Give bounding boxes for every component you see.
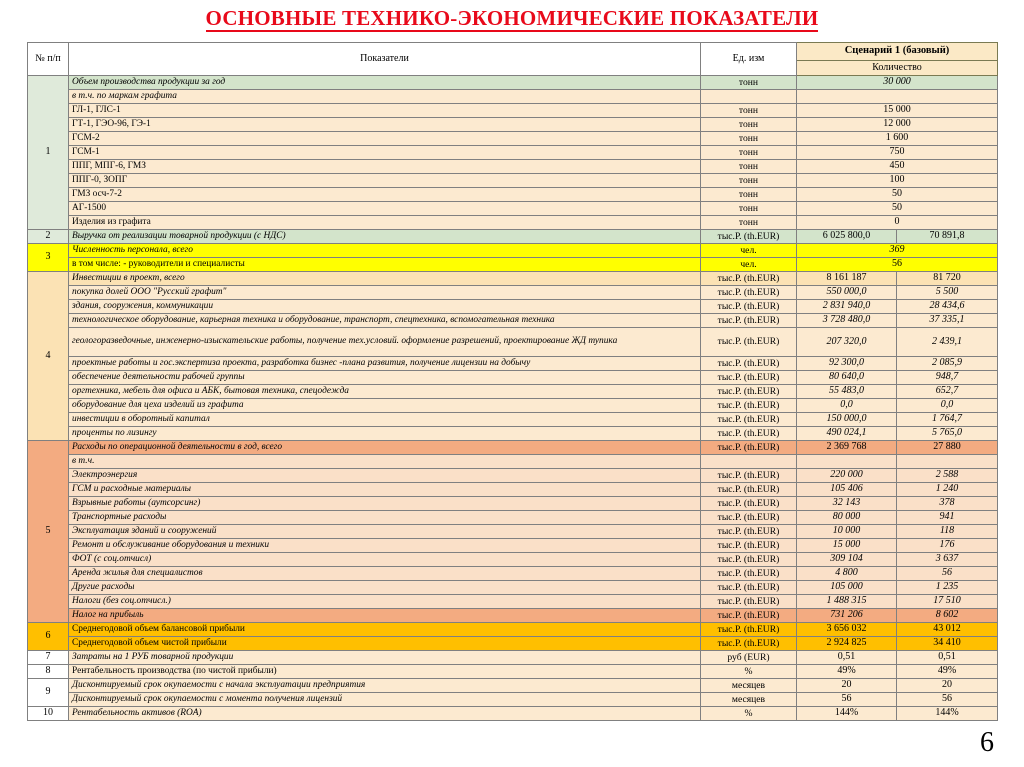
table-row — [28, 146, 998, 160]
unit-cell: тыс.Р. (th.EUR) — [701, 525, 797, 539]
value-cell-rub: 150 000,0 — [797, 413, 897, 427]
indicator-label-cell: ГМЗ осч-7-2 — [69, 188, 701, 202]
value-cell-rub: 4 800 — [797, 567, 897, 581]
value-cell-rub: 0,51 — [797, 651, 897, 665]
unit-cell: тыс.Р. (th.EUR) — [701, 441, 797, 455]
value-cell-eur: 2 085,9 — [897, 357, 998, 371]
table-row — [28, 525, 998, 539]
table-row — [28, 300, 998, 314]
unit-cell: тонн — [701, 132, 797, 146]
unit-cell: тыс.Р. (th.EUR) — [701, 469, 797, 483]
unit-cell: тонн — [701, 216, 797, 230]
table-row — [28, 104, 998, 118]
table-row — [28, 679, 998, 693]
indicator-label-cell: Выручка от реализации товарной продукции (с НДС) — [69, 230, 701, 244]
unit-cell: тыс.Р. (th.EUR) — [701, 637, 797, 651]
indicator-label-cell: ППГ, МПГ-6, ГМЗ — [69, 160, 701, 174]
row-number-cell: 8 — [28, 665, 69, 679]
table-row — [28, 272, 998, 286]
indicator-label-cell: геологоразведочные, инженерно-изыскательские работы, получение тех.условий. оформление разрешений, проектирование ЖД тупика — [69, 328, 701, 357]
indicator-label-cell: Электроэнергия — [69, 469, 701, 483]
value-cell-rub: 55 483,0 — [797, 385, 897, 399]
indicator-label-cell: Дисконтируемый срок окупаемости с момента получения лицензий — [69, 693, 701, 707]
unit-cell: тыс.Р. (th.EUR) — [701, 623, 797, 637]
table-row — [28, 244, 998, 258]
unit-cell: тыс.Р. (th.EUR) — [701, 511, 797, 525]
indicator-label-cell: ППГ-0, ЗОПГ — [69, 174, 701, 188]
value-cell-eur: 56 — [897, 567, 998, 581]
title-container — [0, 0, 1024, 36]
table-row — [28, 553, 998, 567]
unit-cell: тыс.Р. (th.EUR) — [701, 609, 797, 623]
value-cell-eur: 34 410 — [897, 637, 998, 651]
table-row — [28, 483, 998, 497]
value-cell-eur: 49% — [897, 665, 998, 679]
value-cell-merged: 56 — [797, 258, 998, 272]
table-row — [28, 371, 998, 385]
indicators-table — [27, 42, 998, 721]
unit-cell: % — [701, 707, 797, 721]
table-row — [28, 174, 998, 188]
unit-cell: тонн — [701, 160, 797, 174]
table-row — [28, 328, 998, 357]
row-number-cell: 10 — [28, 707, 69, 721]
indicator-label-cell: Ремонт и обслуживание оборудования и техники — [69, 539, 701, 553]
value-cell-merged: 100 — [797, 174, 998, 188]
value-cell-eur: 1 235 — [897, 581, 998, 595]
unit-cell: тонн — [701, 104, 797, 118]
value-cell-eur: 20 — [897, 679, 998, 693]
table-row — [28, 665, 998, 679]
unit-cell: тыс.Р. (th.EUR) — [701, 581, 797, 595]
indicator-label-cell: ГСМ-2 — [69, 132, 701, 146]
header-cell-quantity: Количество — [797, 61, 998, 76]
value-cell-eur: 27 880 — [897, 441, 998, 455]
value-cell-eur: 43 012 — [897, 623, 998, 637]
indicator-label-cell: проценты по лизингу — [69, 427, 701, 441]
value-cell-rub: 550 000,0 — [797, 286, 897, 300]
indicator-label-cell: оргтехника, мебель для офиса и АБК, бытовая техника, спецодежда — [69, 385, 701, 399]
table-header — [28, 43, 998, 76]
value-cell-rub: 0,0 — [797, 399, 897, 413]
table-row — [28, 399, 998, 413]
value-cell-eur: 17 510 — [897, 595, 998, 609]
table-row — [28, 188, 998, 202]
unit-cell: тыс.Р. (th.EUR) — [701, 300, 797, 314]
value-cell-eur: 144% — [897, 707, 998, 721]
value-cell-eur: 0,51 — [897, 651, 998, 665]
unit-cell: тонн — [701, 76, 797, 90]
value-cell-eur: 56 — [897, 693, 998, 707]
value-cell-eur: 8 602 — [897, 609, 998, 623]
value-cell-rub: 15 000 — [797, 539, 897, 553]
table-row — [28, 314, 998, 328]
unit-cell: чел. — [701, 244, 797, 258]
table-row — [28, 595, 998, 609]
row-number-cell: 2 — [28, 230, 69, 244]
value-cell-merged: 15 000 — [797, 104, 998, 118]
value-cell-rub: 105 406 — [797, 483, 897, 497]
indicator-label-cell: Рентабельность производства (по чистой прибыли) — [69, 665, 701, 679]
header-row-1 — [28, 43, 998, 61]
unit-cell: чел. — [701, 258, 797, 272]
indicator-label-cell: в т.ч. по маркам графита — [69, 90, 701, 104]
indicator-label-cell: технологическое оборудование, карьерная техника и оборудование, транспорт, спецтехника, вспомогательная техника — [69, 314, 701, 328]
value-cell-eur: 81 720 — [897, 272, 998, 286]
value-cell-rub: 80 640,0 — [797, 371, 897, 385]
unit-cell: тыс.Р. (th.EUR) — [701, 399, 797, 413]
value-cell-eur — [897, 455, 998, 469]
value-cell-rub: 490 024,1 — [797, 427, 897, 441]
table-row — [28, 693, 998, 707]
indicator-label-cell: обеспечение деятельности рабочей группы — [69, 371, 701, 385]
unit-cell: тыс.Р. (th.EUR) — [701, 427, 797, 441]
table-body — [28, 76, 998, 721]
indicator-label-cell: Налог на прибыль — [69, 609, 701, 623]
unit-cell: тыс.Р. (th.EUR) — [701, 357, 797, 371]
unit-cell — [701, 90, 797, 104]
unit-cell: тыс.Р. (th.EUR) — [701, 539, 797, 553]
value-cell-merged — [797, 90, 998, 104]
unit-cell: тонн — [701, 118, 797, 132]
value-cell-eur: 28 434,6 — [897, 300, 998, 314]
indicator-label-cell: Среднегодовой объем чистой прибыли — [69, 637, 701, 651]
indicator-label-cell: Объем производства продукции за год — [69, 76, 701, 90]
value-cell-eur: 2 588 — [897, 469, 998, 483]
row-number-cell: 5 — [28, 441, 69, 623]
value-cell-eur: 0,0 — [897, 399, 998, 413]
unit-cell: тыс.Р. (th.EUR) — [701, 483, 797, 497]
table-row — [28, 623, 998, 637]
row-number-cell: 6 — [28, 623, 69, 651]
unit-cell: месяцев — [701, 679, 797, 693]
indicator-label-cell: Дисконтируемый срок окупаемости с начала эксплуатации предприятия — [69, 679, 701, 693]
unit-cell: тонн — [701, 188, 797, 202]
indicator-label-cell: Другие расходы — [69, 581, 701, 595]
indicator-label-cell: инвестиции в оборотный капитал — [69, 413, 701, 427]
value-cell-rub: 731 206 — [797, 609, 897, 623]
table-row — [28, 357, 998, 371]
indicator-label-cell: Инвестиции в проект, всего — [69, 272, 701, 286]
value-cell-rub — [797, 455, 897, 469]
value-cell-merged: 50 — [797, 202, 998, 216]
value-cell-eur: 948,7 — [897, 371, 998, 385]
table-row — [28, 637, 998, 651]
value-cell-rub: 2 369 768 — [797, 441, 897, 455]
table-row — [28, 90, 998, 104]
unit-cell: тыс.Р. (th.EUR) — [701, 230, 797, 244]
value-cell-rub: 32 143 — [797, 497, 897, 511]
value-cell-rub: 144% — [797, 707, 897, 721]
table-row — [28, 511, 998, 525]
unit-cell: тыс.Р. (th.EUR) — [701, 314, 797, 328]
indicator-label-cell: Расходы по операционной деятельности в год, всего — [69, 441, 701, 455]
page-title: ОСНОВНЫЕ ТЕХНИКО-ЭКОНОМИЧЕСКИЕ ПОКАЗАТЕЛИ — [205, 6, 819, 30]
indicator-label-cell: Численность персонала, всего — [69, 244, 701, 258]
value-cell-eur: 70 891,8 — [897, 230, 998, 244]
value-cell-rub: 92 300,0 — [797, 357, 897, 371]
table-row — [28, 651, 998, 665]
unit-cell: тыс.Р. (th.EUR) — [701, 567, 797, 581]
value-cell-eur: 5 765,0 — [897, 427, 998, 441]
value-cell-merged: 1 600 — [797, 132, 998, 146]
header-cell-indicator: Показатели — [69, 43, 701, 76]
value-cell-merged: 750 — [797, 146, 998, 160]
value-cell-rub: 2 831 940,0 — [797, 300, 897, 314]
value-cell-eur: 3 637 — [897, 553, 998, 567]
value-cell-eur: 176 — [897, 539, 998, 553]
value-cell-rub: 207 320,0 — [797, 328, 897, 357]
value-cell-eur: 1 240 — [897, 483, 998, 497]
unit-cell: тыс.Р. (th.EUR) — [701, 595, 797, 609]
value-cell-rub: 80 000 — [797, 511, 897, 525]
value-cell-merged: 12 000 — [797, 118, 998, 132]
value-cell-rub: 8 161 187 — [797, 272, 897, 286]
indicator-label-cell: оборудование для цеха изделий из графита — [69, 399, 701, 413]
value-cell-rub: 220 000 — [797, 469, 897, 483]
indicator-label-cell: ГСМ-1 — [69, 146, 701, 160]
table-row — [28, 202, 998, 216]
table-row — [28, 118, 998, 132]
indicator-label-cell: Транспортные расходы — [69, 511, 701, 525]
header-cell-num: № п/п — [28, 43, 69, 76]
table-row — [28, 160, 998, 174]
value-cell-eur: 378 — [897, 497, 998, 511]
indicator-label-cell: Изделия из графита — [69, 216, 701, 230]
value-cell-eur: 5 500 — [897, 286, 998, 300]
unit-cell: тыс.Р. (th.EUR) — [701, 371, 797, 385]
indicator-label-cell: проектные работы и гос.экспертиза проекта, разработка бизнес -плана развития, получение лицензии на добычу — [69, 357, 701, 371]
indicator-label-cell: здания, сооружения, коммуникации — [69, 300, 701, 314]
table-row — [28, 216, 998, 230]
unit-cell: тыс.Р. (th.EUR) — [701, 553, 797, 567]
indicator-label-cell: Среднегодовой объем балансовой прибыли — [69, 623, 701, 637]
table-row — [28, 76, 998, 90]
value-cell-rub: 3 656 032 — [797, 623, 897, 637]
indicator-label-cell: ФОТ (с соц.отчисл) — [69, 553, 701, 567]
header-cell-scenario: Сценарий 1 (базовый) — [797, 43, 998, 61]
unit-cell: тонн — [701, 202, 797, 216]
table-row — [28, 539, 998, 553]
indicator-label-cell: ГЛ-1, ГЛС-1 — [69, 104, 701, 118]
table-row — [28, 258, 998, 272]
unit-cell — [701, 455, 797, 469]
row-number-cell: 3 — [28, 244, 69, 272]
table-row — [28, 132, 998, 146]
table-row — [28, 427, 998, 441]
value-cell-rub: 2 924 825 — [797, 637, 897, 651]
unit-cell: тыс.Р. (th.EUR) — [701, 272, 797, 286]
indicator-label-cell: Взрывные работы (аутсорсинг) — [69, 497, 701, 511]
header-cell-unit: Ед. изм — [701, 43, 797, 76]
unit-cell: тонн — [701, 146, 797, 160]
indicator-label-cell: в т.ч. — [69, 455, 701, 469]
row-number-cell: 4 — [28, 272, 69, 441]
value-cell-rub: 49% — [797, 665, 897, 679]
table-row — [28, 385, 998, 399]
value-cell-rub: 10 000 — [797, 525, 897, 539]
indicator-label-cell: АГ-1500 — [69, 202, 701, 216]
indicator-label-cell: Эксплуатация зданий и сооружений — [69, 525, 701, 539]
table-row — [28, 497, 998, 511]
value-cell-merged: 50 — [797, 188, 998, 202]
value-cell-eur: 2 439,1 — [897, 328, 998, 357]
indicators-table-container — [27, 42, 997, 721]
indicator-label-cell: Рентабельность активов (ROA) — [69, 707, 701, 721]
value-cell-merged: 30 000 — [797, 76, 998, 90]
value-cell-eur: 37 335,1 — [897, 314, 998, 328]
value-cell-eur: 1 764,7 — [897, 413, 998, 427]
value-cell-eur: 652,7 — [897, 385, 998, 399]
value-cell-merged: 0 — [797, 216, 998, 230]
indicator-label-cell: Аренда жилья для специалистов — [69, 567, 701, 581]
indicator-label-cell: ГТ-1, ГЭО-96, ГЭ-1 — [69, 118, 701, 132]
value-cell-rub: 20 — [797, 679, 897, 693]
value-cell-merged: 369 — [797, 244, 998, 258]
value-cell-rub: 105 000 — [797, 581, 897, 595]
table-row — [28, 581, 998, 595]
row-number-cell: 7 — [28, 651, 69, 665]
indicator-label-cell: Затраты на 1 РУБ товарной продукции — [69, 651, 701, 665]
table-row — [28, 609, 998, 623]
table-row — [28, 413, 998, 427]
row-number-cell: 9 — [28, 679, 69, 707]
unit-cell: тыс.Р. (th.EUR) — [701, 385, 797, 399]
value-cell-rub: 6 025 800,0 — [797, 230, 897, 244]
value-cell-rub: 309 104 — [797, 553, 897, 567]
page-number: 6 — [980, 727, 994, 758]
unit-cell: тыс.Р. (th.EUR) — [701, 286, 797, 300]
table-row — [28, 441, 998, 455]
table-row — [28, 707, 998, 721]
unit-cell: тыс.Р. (th.EUR) — [701, 413, 797, 427]
unit-cell: руб (EUR) — [701, 651, 797, 665]
unit-cell: месяцев — [701, 693, 797, 707]
row-number-cell: 1 — [28, 76, 69, 230]
table-row — [28, 286, 998, 300]
table-row — [28, 469, 998, 483]
value-cell-merged: 450 — [797, 160, 998, 174]
value-cell-rub: 56 — [797, 693, 897, 707]
indicator-label-cell: ГСМ и расходные материалы — [69, 483, 701, 497]
table-row — [28, 567, 998, 581]
indicator-label-cell: в том числе: - руководители и специалисты — [69, 258, 701, 272]
table-row — [28, 455, 998, 469]
unit-cell: % — [701, 665, 797, 679]
value-cell-rub: 3 728 480,0 — [797, 314, 897, 328]
indicator-label-cell: покупка долей ООО "Русский графит" — [69, 286, 701, 300]
value-cell-rub: 1 488 315 — [797, 595, 897, 609]
indicator-label-cell: Налоги (без соц.отчисл.) — [69, 595, 701, 609]
unit-cell: тонн — [701, 174, 797, 188]
unit-cell: тыс.Р. (th.EUR) — [701, 497, 797, 511]
value-cell-eur: 118 — [897, 525, 998, 539]
value-cell-eur: 941 — [897, 511, 998, 525]
table-row — [28, 230, 998, 244]
unit-cell: тыс.Р. (th.EUR) — [701, 328, 797, 357]
